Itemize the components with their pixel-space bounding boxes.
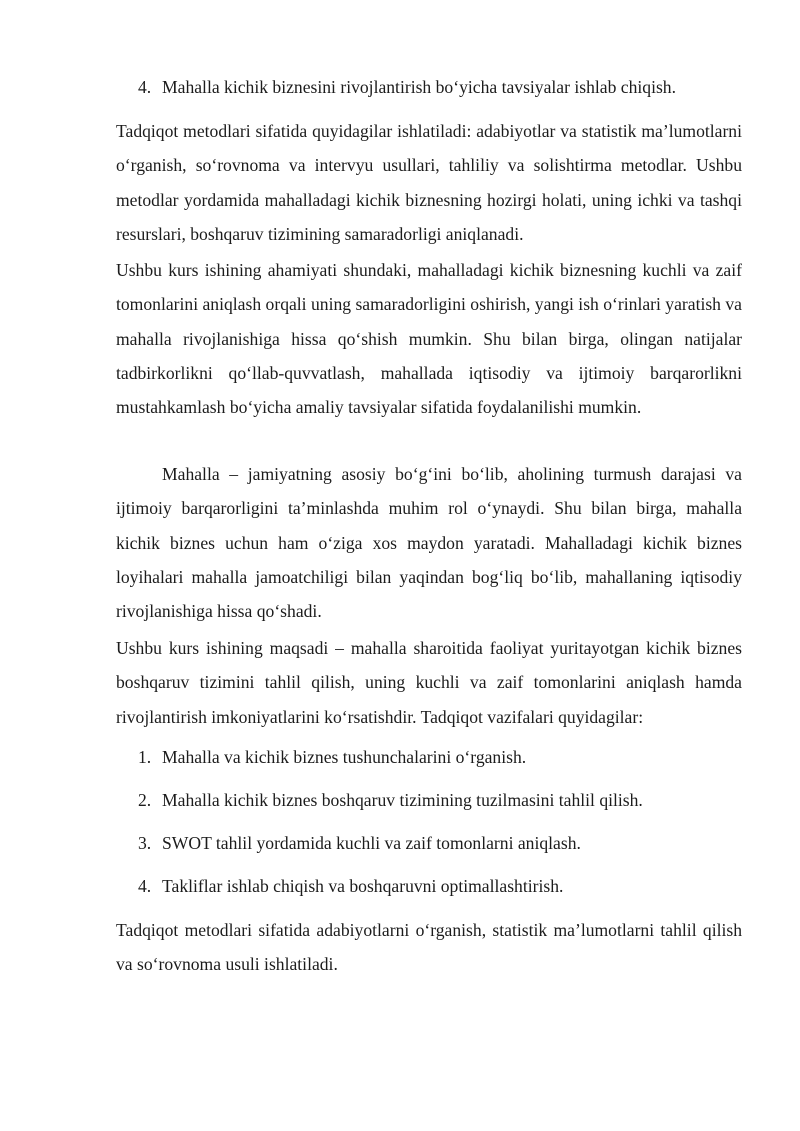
paragraph-goal: Ushbu kurs ishining maqsadi – mahalla sharoitida faoliyat yuritayotgan kichik biznes boshqaruv tizimini tahlil qilish, uning kuchli va zaif tomonlarini aniqlash hamda rivojlantirish imkoniyatlarini ko‘rsatishdir. Tadqiqot vazifalari quyidagilar: <box>116 638 742 727</box>
list-item-text: SWOT tahlil yordamida kuchli va zaif tomonlarni aniqlash. <box>162 833 581 853</box>
list-number: 3. <box>138 833 152 853</box>
paragraph-mahalla: Mahalla – jamiyatning asosiy bo‘g‘ini bo‘lib, aholining turmush darajasi va ijtimoiy barqarorligini ta’minlashda muhim rol o‘ynaydi. Shu bilan birga, mahalla kichik biznes uchun ham o‘ziga xos maydon yaratadi. Mahalladagi kichik biznes loyihalari mahalla jamoatchiligi bilan yaqindan bog‘liq bo‘lib, mahallaning iqtisodiy rivojlanishiga hissa qo‘shadi. <box>116 464 742 622</box>
list-item-text: Mahalla kichik biznesini rivojlantirish bo‘yicha tavsiyalar ishlab chiqish. <box>162 77 677 97</box>
list-item <box>138 869 742 903</box>
paragraph-methods: Tadqiqot metodlari sifatida quyidagilar ishlatiladi: adabiyotlar va statistik ma’lumotlarni o‘rganish, so‘rovnoma va intervyu usullari, tahliliy va solishtirma metodlar. Ushbu metodlar yordamida mahalladagi kichik biznesning hozirgi holati, uning ichki va tashqi resurslari, boshqaruv tizimining samaradorligi aniqlanadi. <box>116 121 742 244</box>
list-number: 2. <box>138 790 152 810</box>
list-number: 1. <box>138 747 152 767</box>
list-number: 4. <box>138 876 152 896</box>
list-number: 4. <box>138 77 152 97</box>
list-item-text: Mahalla kichik biznes boshqaruv tizimining tuzilmasini tahlil qilish. <box>162 790 643 810</box>
list-item <box>138 783 742 817</box>
paragraph-importance: Ushbu kurs ishining ahamiyati shundaki, mahalladagi kichik biznesning kuchli va zaif tomonlarini aniqlash orqali uning samaradorligini oshirish, yangi ish o‘rinlari yaratish va mahalla rivojlanishiga hissa qo‘shish mumkin. Shu bilan birga, olingan natijalar tadbirkorlikni qo‘llab-quvvatlash, mahallada iqtisodiy va ijtimoiy barqarorlikni mustahkamlash bo‘yicha amaliy tavsiyalar sifatida foydalanilishi mumkin. <box>116 260 742 418</box>
list-item <box>138 826 742 860</box>
list-item-text: Takliflar ishlab chiqish va boshqaruvni optimallashtirish. <box>162 876 564 896</box>
paragraph-research-methods: Tadqiqot metodlari sifatida adabiyotlarni o‘rganish, statistik ma’lumotlarni tahlil qilish va so‘rovnoma usuli ishlatiladi. <box>116 920 742 975</box>
list-item <box>138 740 742 774</box>
list-item <box>138 70 742 104</box>
list-item-text: Mahalla va kichik biznes tushunchalarini o‘rganish. <box>162 747 527 767</box>
